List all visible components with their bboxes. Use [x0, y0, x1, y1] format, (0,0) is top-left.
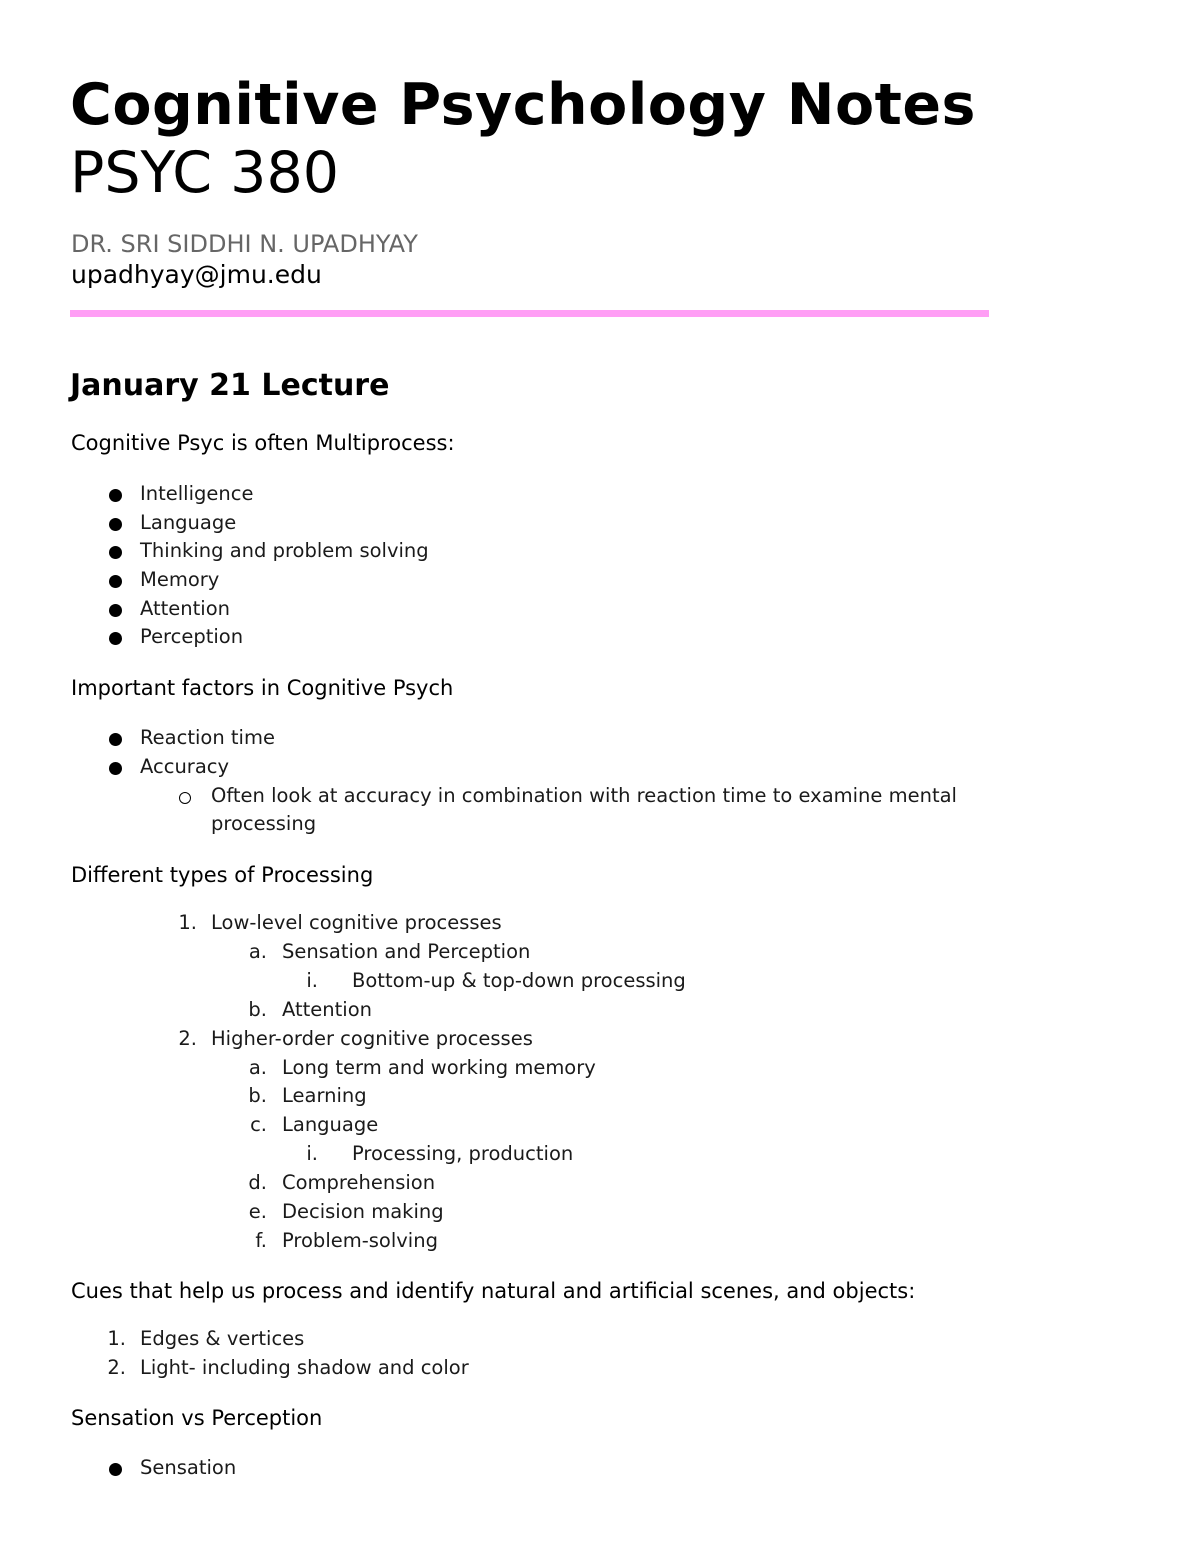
list-item: Sensation [140, 1456, 237, 1479]
list-item: Attention [140, 597, 230, 620]
section-heading-factors: Important factors in Cognitive Psych [71, 676, 454, 700]
section-heading-cues: Cues that help us process and identify natural and artificial scenes, and objects: [71, 1279, 916, 1303]
list-item: Bottom-up & top-down processing [352, 969, 686, 992]
bullet-icon [109, 575, 122, 588]
list-item: Processing, production [352, 1142, 574, 1165]
bullet-icon [109, 489, 122, 502]
course-code: PSYC 380 [70, 140, 339, 206]
author-email: upadhyay@jmu.edu [71, 260, 322, 289]
list-marker: i. [306, 969, 318, 992]
list-item: Low-level cognitive processes [211, 911, 502, 934]
sub-list-item: Often look at accuracy in combination with reaction time to examine mental [211, 784, 957, 807]
list-item: Language [140, 511, 237, 534]
list-marker: c. [250, 1113, 267, 1136]
bullet-icon [109, 518, 122, 531]
list-item: Sensation and Perception [282, 940, 531, 963]
list-item: Light- including shadow and color [140, 1356, 469, 1379]
list-marker: 1. [107, 1327, 126, 1350]
list-item: Language [282, 1113, 379, 1136]
sub-list-item-continuation: processing [211, 812, 317, 835]
author-name: DR. SRI SIDDHI N. UPADHYAY [71, 230, 418, 258]
list-item: Comprehension [282, 1171, 436, 1194]
list-marker: e. [248, 1200, 267, 1223]
bullet-icon [109, 1463, 122, 1476]
bullet-icon [109, 546, 122, 559]
list-marker: d. [248, 1171, 267, 1194]
hollow-bullet-icon [179, 792, 191, 804]
bullet-icon [109, 604, 122, 617]
list-marker: b. [248, 998, 267, 1021]
list-item: Intelligence [140, 482, 254, 505]
list-marker: i. [306, 1142, 318, 1165]
list-marker: a. [248, 940, 267, 963]
list-marker: b. [248, 1084, 267, 1107]
list-item: Attention [282, 998, 372, 1021]
list-marker: 1. [178, 911, 197, 934]
list-marker: 2. [107, 1356, 126, 1379]
list-item: Perception [140, 625, 244, 648]
lecture-heading: January 21 Lecture [70, 368, 390, 403]
section-heading-sensation: Sensation vs Perception [71, 1406, 323, 1430]
list-item: Thinking and problem solving [140, 539, 429, 562]
list-item: Accuracy [140, 755, 230, 778]
list-item: Decision making [282, 1200, 444, 1223]
list-item: Reaction time [140, 726, 275, 749]
list-marker: f. [255, 1229, 267, 1252]
header-divider [70, 310, 989, 317]
list-marker: a. [248, 1056, 267, 1079]
section-heading-multiprocess: Cognitive Psyc is often Multiprocess: [71, 431, 455, 455]
bullet-icon [109, 762, 122, 775]
list-item: Learning [282, 1084, 367, 1107]
section-heading-processing: Different types of Processing [71, 863, 374, 887]
list-item: Higher-order cognitive processes [211, 1027, 533, 1050]
list-item: Edges & vertices [140, 1327, 305, 1350]
list-item: Memory [140, 568, 220, 591]
bullet-icon [109, 632, 122, 645]
document-title: Cognitive Psychology Notes [70, 72, 976, 138]
bullet-icon [109, 733, 122, 746]
list-marker: 2. [178, 1027, 197, 1050]
list-item: Problem-solving [282, 1229, 438, 1252]
list-item: Long term and working memory [282, 1056, 596, 1079]
